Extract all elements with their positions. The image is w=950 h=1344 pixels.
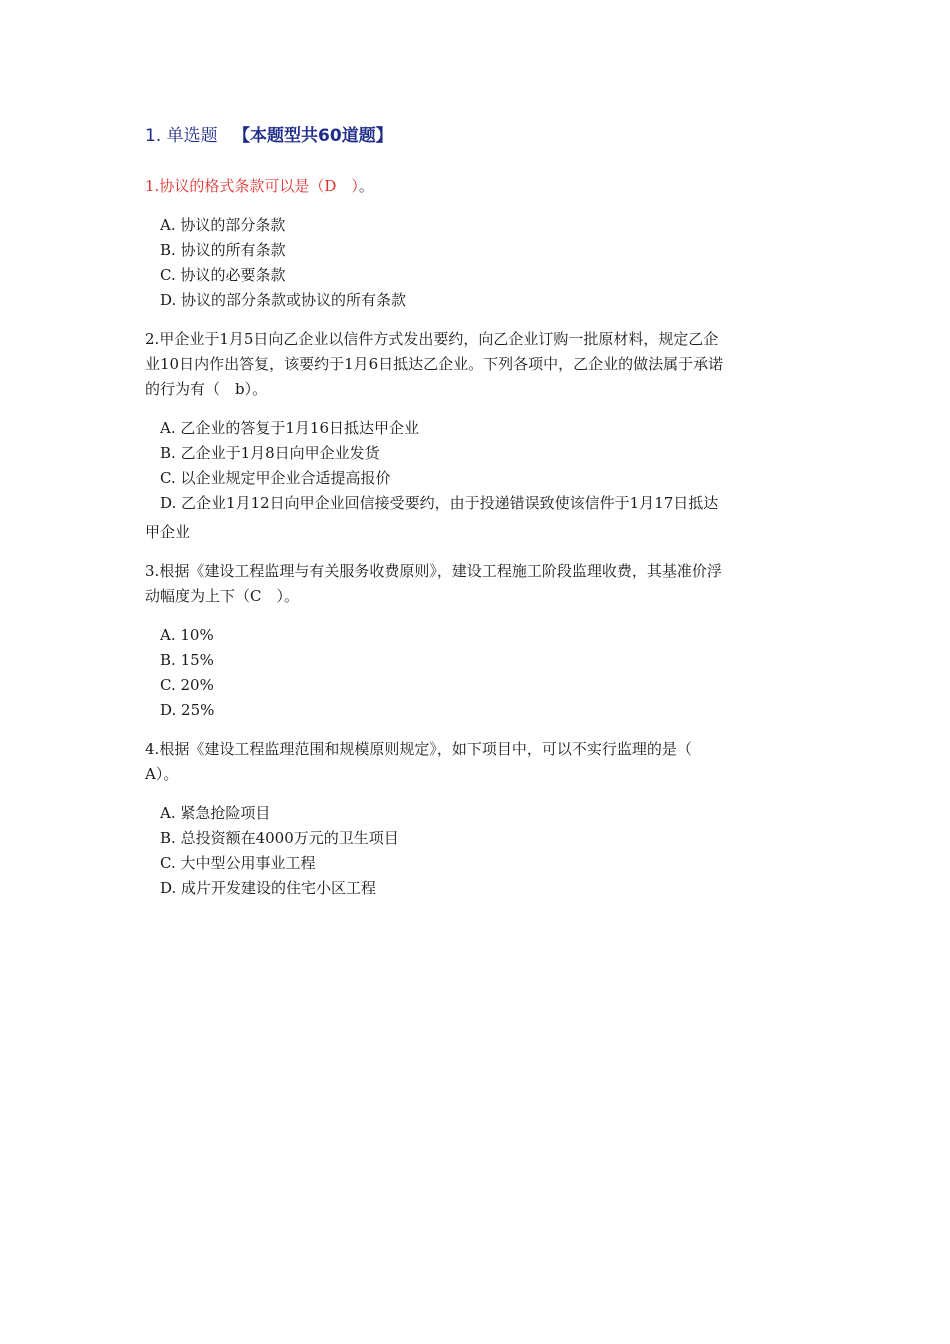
option-label: A. [160,626,176,644]
option-text: 总投资额在4000万元的卫生项目 [180,829,399,847]
option-b [145,238,805,263]
option-label: B. [160,651,176,669]
option-text: 紧急抢险项目 [180,804,271,822]
option-text: 乙企业1月12日向甲企业回信接受要约，由于投递错误致使该信件于1月17日抵达 [181,494,719,512]
option-d [145,288,805,313]
option-text: 协议的部分条款 [180,216,286,234]
option-a [145,623,805,648]
option-label: D. [160,879,177,897]
question-text-line: 根据《建设工程监理与有关服务收费原则》，建设工程施工阶段监理收费，其基准价浮 [159,562,722,580]
option-text: 20% [180,676,214,694]
option-a [145,801,805,826]
question-text-line: 的行为有（ b）。 [145,380,268,398]
option-text: 乙企业的答复于1月16日抵达甲企业 [180,419,420,437]
option-text: 15% [180,651,214,669]
option-c [145,673,805,698]
question-2 [145,327,805,545]
question-stem [145,559,805,609]
option-list [145,623,805,723]
option-text: 10% [180,626,214,644]
question-text-line: 动幅度为上下（C ）。 [145,587,299,605]
option-c [145,851,805,876]
section-note: 【本题型共60道题】 [233,126,393,146]
option-label: A. [160,216,176,234]
option-label: B. [160,444,176,462]
option-d [145,876,805,901]
question-stem [145,174,805,199]
option-label: C. [160,854,176,872]
option-label: B. [160,241,176,259]
question-number: 4. [145,740,160,758]
option-text: 协议的部分条款或协议的所有条款 [181,291,407,309]
option-text: 协议的所有条款 [180,241,286,259]
question-text-line: A）。 [145,765,179,783]
option-list [145,213,805,313]
option-d [145,491,805,545]
question-3 [145,559,805,723]
document-page [145,122,805,915]
option-label: C. [160,676,176,694]
question-text: 协议的格式条款可以是（D ） [159,177,359,195]
question-stem [145,327,805,402]
option-label: C. [160,469,176,487]
option-text: 成片开发建设的住宅小区工程 [181,879,377,897]
option-b [145,826,805,851]
question-stem-tail: 。 [358,177,374,195]
option-label: D. [160,494,177,512]
option-a [145,213,805,238]
question-1 [145,174,805,313]
option-b [145,441,805,466]
option-label: C. [160,266,176,284]
option-a [145,416,805,441]
question-4 [145,737,805,901]
option-c [145,466,805,491]
option-text: 大中型公用事业工程 [180,854,316,872]
option-text-continued: 甲企业 [145,523,191,541]
option-label: A. [160,804,176,822]
option-text: 25% [181,701,215,719]
question-text-line: 根据《建设工程监理范围和规模原则规定》，如下项目中，可以不实行监理的是（ [159,740,692,758]
option-list [145,801,805,901]
option-list [145,416,805,545]
option-label: A. [160,419,176,437]
question-text-line: 业10日内作出答复，该要约于1月6日抵达乙企业。下列各项中，乙企业的做法属于承诺 [145,355,724,373]
option-text: 协议的必要条款 [180,266,286,284]
section-number: 1. [145,126,162,146]
option-text: 乙企业于1月8日向甲企业发货 [180,444,380,462]
question-stem [145,737,805,787]
question-number: 2. [145,330,160,348]
option-text: 以企业规定甲企业合适提高报价 [180,469,391,487]
option-c [145,263,805,288]
question-number: 3. [145,562,160,580]
question-text-line: 甲企业于1月5日向乙企业以信件方式发出要约，向乙企业订购一批原材料，规定乙企 [159,330,719,348]
question-number: 1. [145,177,160,195]
option-d [145,698,805,723]
section-title-text: 单选题 [166,126,218,146]
option-label: B. [160,829,176,847]
option-b [145,648,805,673]
section-title [145,122,805,150]
option-label: D. [160,701,177,719]
option-label: D. [160,291,177,309]
